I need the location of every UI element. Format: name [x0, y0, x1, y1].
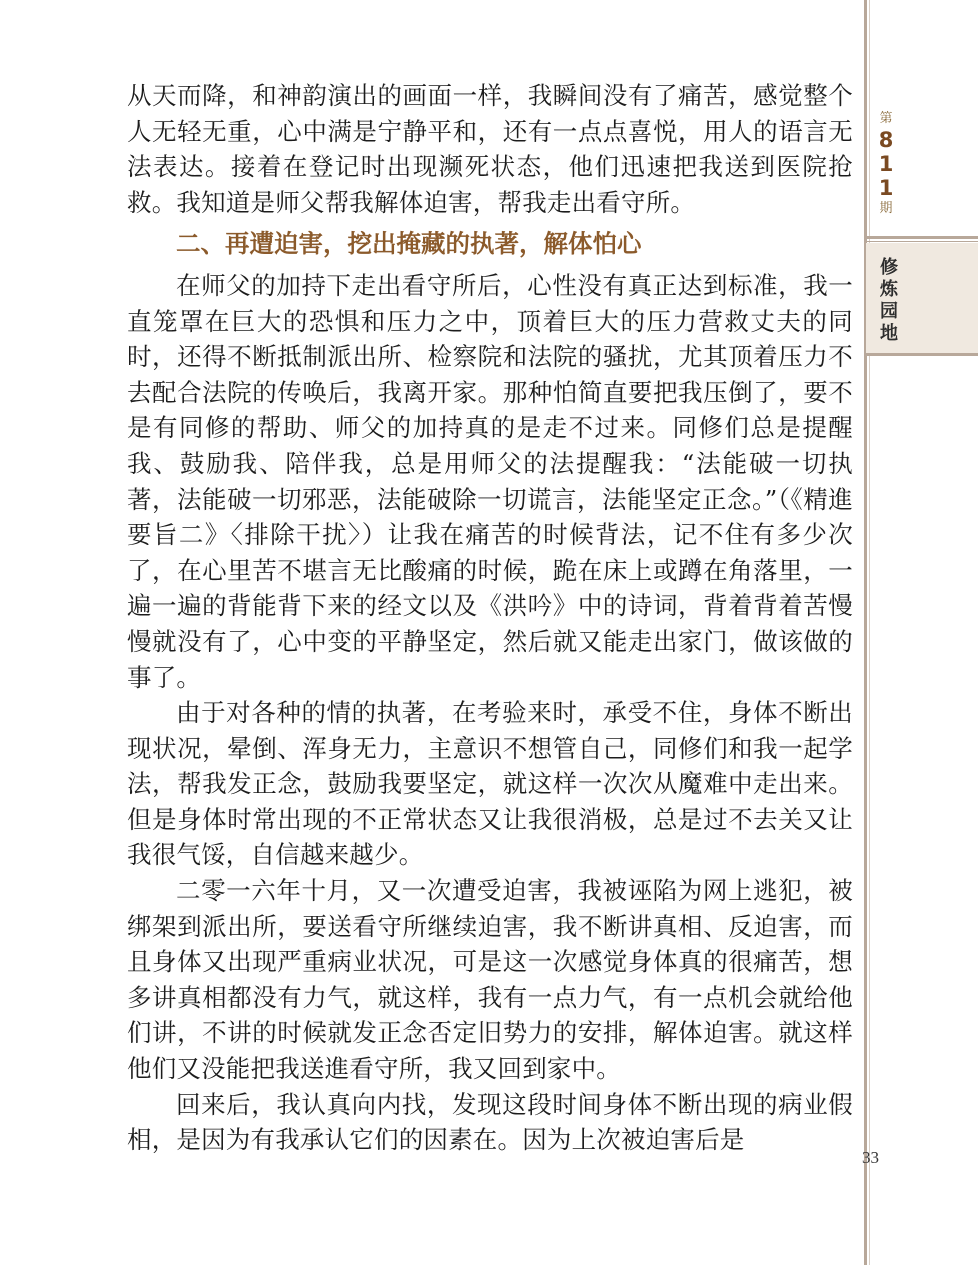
paragraph-1: 从天而降，和神韵演出的画面一样，我瞬间没有了痛苦，感觉整个人无轻无重，心中满是宁静平和，还有一点点喜悦，用人的语言无法表达。接着在登记时出现濒死状态，他们迅速把我送到医院抢救。我知道是师父帮我解体迫害，帮我走出看守所。	[127, 81, 853, 217]
section-title: 修炼园地	[880, 257, 898, 344]
issue-digit-3: 1	[878, 176, 894, 200]
sidebar-divider-thin	[866, 241, 978, 242]
paragraph-2: 在师父的加持下走出看守所后，心性没有真正达到标准，我一直笼罩在巨大的恐惧和压力之中，顶着巨大的压力营救丈夫的同时，还得不断抵制派出所、检察院和法院的骚扰，尤其顶着压力不去配合法院的传唤后，我离开家。那种怕简直要把我压倒了，要不是有同修的帮助、师父的加持真的是走不过来。同修们总是提醒我、鼓励我、陪伴我，总是用师父的法提醒我：“法能破一切执著，法能破一切邪恶，法能破除一切谎言，法能坚定正念。”（《精進要旨二》〈排除干扰〉）让我在痛苦的时候背法，记不住有多少次了，在心里苦不堪言无比酸痛的时候，跪在床上或蹲在角落里，一遍一遍的背能背下来的经文以及《洪吟》中的诗词，背着背着苦慢慢就没有了，心中变的平静坚定，然后就又能走出家门，做该做的事了。	[127, 270, 853, 692]
paragraph-5: 回来后，我认真向内找，发现这段时间身体不断出现的病业假相，是因为有我承认它们的因素在。因为上次被迫害后是	[127, 1089, 853, 1155]
issue-label	[866, 110, 906, 230]
page-number: 33	[862, 1148, 879, 1167]
issue-prefix: 第	[879, 111, 893, 126]
article-body	[127, 78, 853, 1158]
section-tab	[866, 243, 978, 356]
issue-digit-2: 1	[878, 152, 894, 176]
paragraph-4: 二零一六年十月，又一次遭受迫害，我被诬陷为网上逃犯，被绑架到派出所，要送看守所继续迫害，我不断讲真相、反迫害，而且身体又出现严重病业状况，可是这一次感觉身体真的很痛苦，想多讲真相都没有力气，就这样，我有一点力气，有一点机会就给他们讲，不讲的时候就发正念否定旧势力的安排，解体迫害。就这样他们又没能把我送進看守所，我又回到家中。	[127, 876, 853, 1084]
section-heading: 二、再遭迫害，挖出掩藏的执著，解体怕心	[176, 229, 642, 259]
paragraph-3: 由于对各种的情的执著，在考验来时，承受不住，身体不断出现状况，晕倒、浑身无力，主意识不想管自己，同修们和我一起学法，帮我发正念，鼓励我要坚定，就这样一次次从魔难中走出来。但是身体时常出现的不正常状态又让我很消极，总是过不去关又让我很气馁，自信越来越少。	[127, 698, 853, 870]
issue-digit-1: 8	[878, 128, 894, 152]
sidebar-divider	[866, 236, 978, 239]
issue-suffix: 期	[879, 201, 893, 216]
